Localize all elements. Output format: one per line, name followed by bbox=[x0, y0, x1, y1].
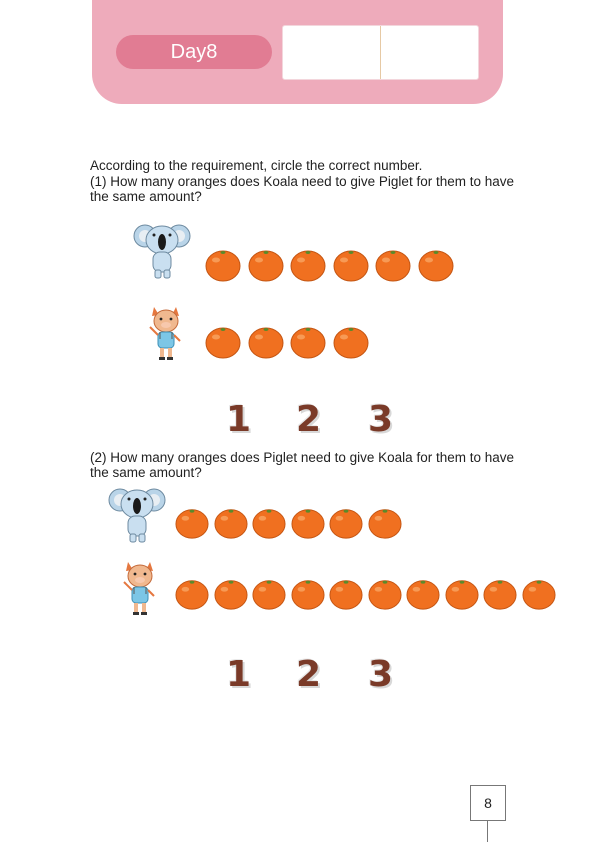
q1-choice-2[interactable]: 2 bbox=[296, 399, 322, 440]
q2-choice-3[interactable]: 3 bbox=[368, 654, 394, 695]
q1-piglet-oranges bbox=[205, 324, 385, 358]
instruction-text: According to the requirement, circle the correct number. bbox=[90, 158, 423, 173]
orange-icon bbox=[291, 577, 325, 611]
orange-icon bbox=[175, 506, 209, 540]
question-2-text-cont: the same amount? bbox=[90, 465, 202, 480]
orange-icon bbox=[483, 577, 517, 611]
orange-icon bbox=[175, 577, 209, 611]
orange-icon bbox=[329, 577, 363, 611]
orange-icon bbox=[418, 247, 454, 283]
orange-icon bbox=[205, 324, 241, 360]
q1-choice-3[interactable]: 3 bbox=[368, 399, 394, 440]
orange-icon bbox=[252, 506, 286, 540]
q2-choice-1[interactable]: 1 bbox=[226, 654, 252, 695]
orange-icon bbox=[290, 324, 326, 360]
question-2-text: (2) How many oranges does Piglet need to give Koala for them to have bbox=[90, 450, 514, 465]
answer-box[interactable] bbox=[282, 25, 479, 80]
page-number: 8 bbox=[470, 785, 506, 821]
day-label: Day8 bbox=[116, 35, 272, 69]
q2-piglet-oranges bbox=[175, 577, 560, 611]
orange-icon bbox=[375, 247, 411, 283]
orange-icon bbox=[522, 577, 556, 611]
q1-koala-oranges bbox=[205, 247, 465, 281]
question-1-text: (1) How many oranges does Koala need to give Piglet for them to have bbox=[90, 174, 514, 189]
answer-box-divider bbox=[380, 26, 381, 79]
piglet-icon bbox=[120, 558, 160, 618]
orange-icon bbox=[329, 506, 363, 540]
orange-icon bbox=[333, 247, 369, 283]
orange-icon bbox=[205, 247, 241, 283]
q1-choice-1[interactable]: 1 bbox=[226, 399, 252, 440]
page-number-line bbox=[487, 820, 488, 842]
orange-icon bbox=[252, 577, 286, 611]
orange-icon bbox=[248, 247, 284, 283]
orange-icon bbox=[290, 247, 326, 283]
orange-icon bbox=[214, 577, 248, 611]
orange-icon bbox=[368, 506, 402, 540]
orange-icon bbox=[406, 577, 440, 611]
orange-icon bbox=[333, 324, 369, 360]
orange-icon bbox=[445, 577, 479, 611]
orange-icon bbox=[248, 324, 284, 360]
orange-icon bbox=[291, 506, 325, 540]
q2-choice-2[interactable]: 2 bbox=[296, 654, 322, 695]
orange-icon bbox=[214, 506, 248, 540]
q2-koala-oranges bbox=[175, 506, 415, 540]
piglet-icon bbox=[146, 303, 186, 363]
orange-icon bbox=[368, 577, 402, 611]
koala-icon bbox=[108, 482, 168, 544]
question-1-text-cont: the same amount? bbox=[90, 189, 202, 204]
koala-icon bbox=[133, 218, 193, 280]
